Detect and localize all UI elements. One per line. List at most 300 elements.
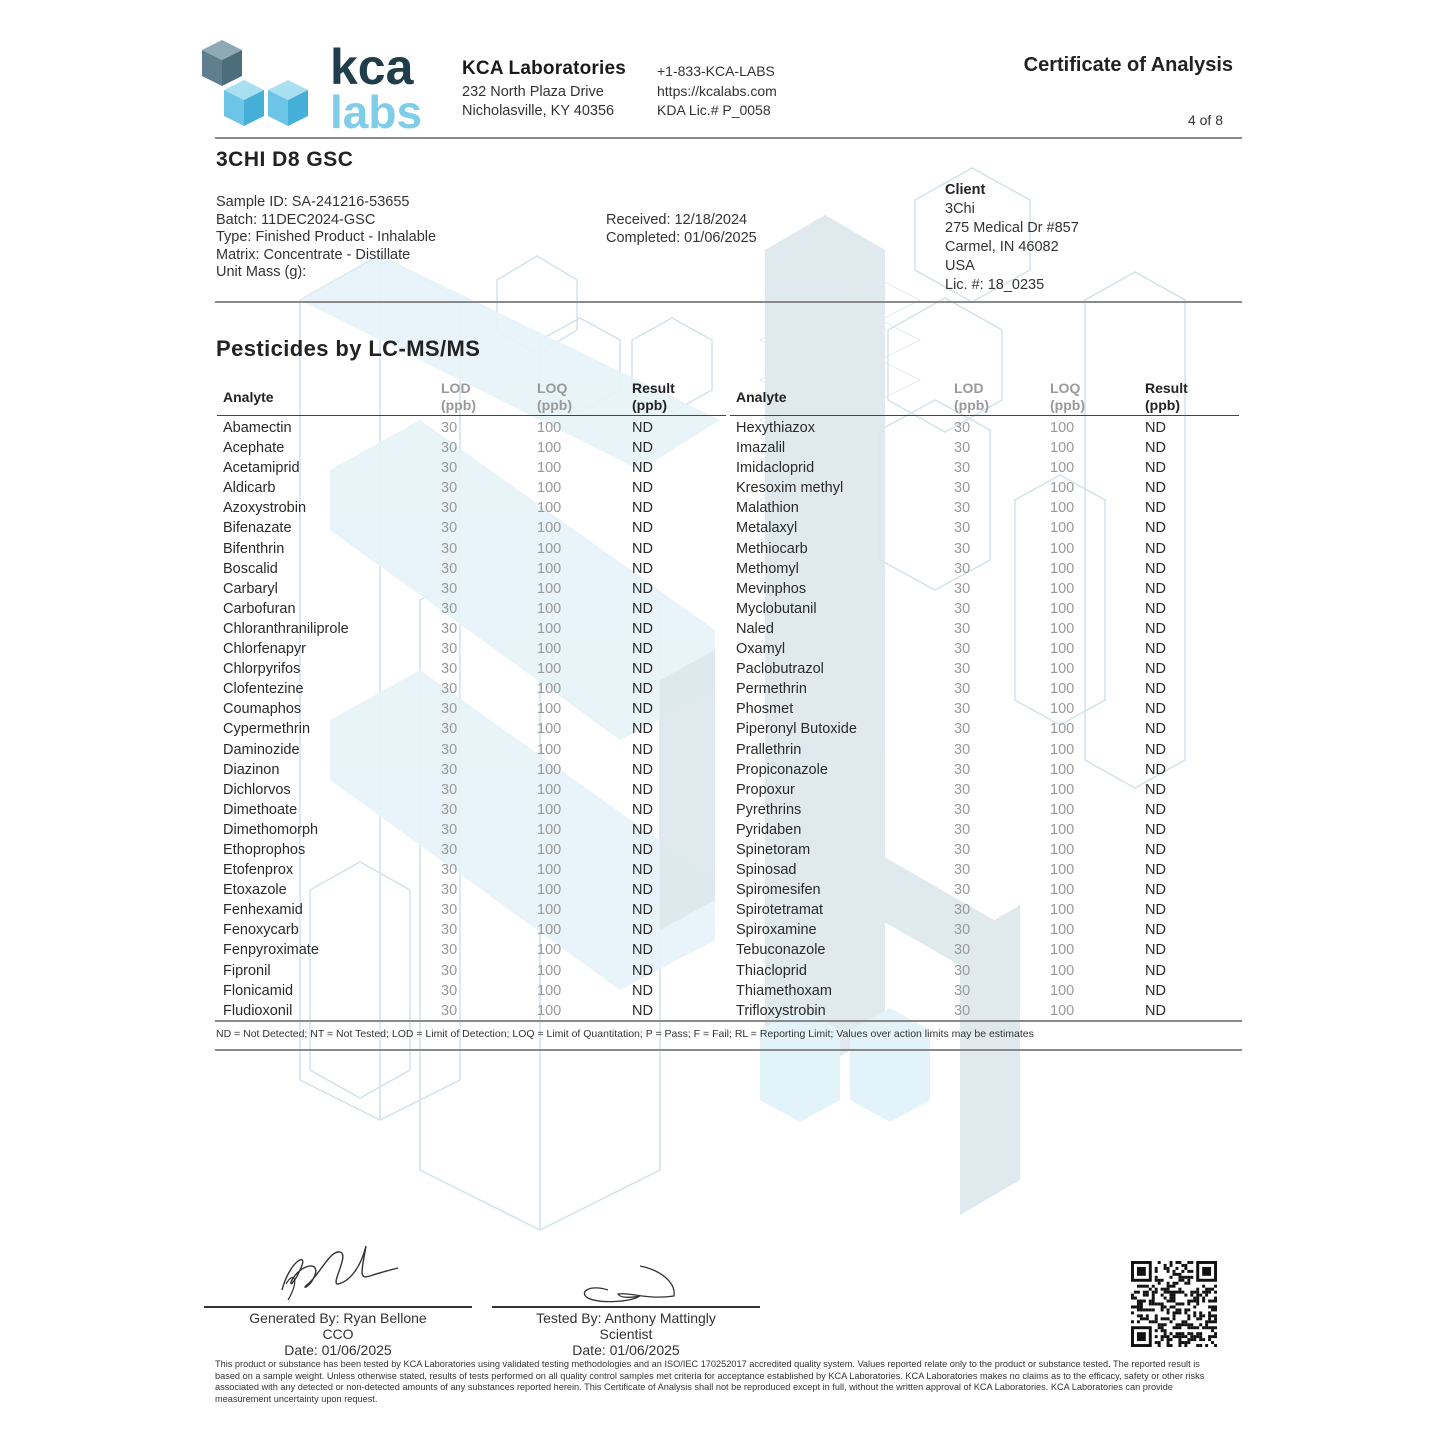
logo-cubes-icon <box>202 40 308 126</box>
loq-cell: 100 <box>537 862 562 879</box>
table-row <box>217 498 726 518</box>
loq-cell: 100 <box>537 761 562 778</box>
analyte-cell: Thiacloprid <box>736 962 807 979</box>
result-cell: ND <box>1145 761 1166 778</box>
lod-cell: 30 <box>441 520 458 537</box>
table-row <box>730 900 1239 920</box>
lod-cell: 30 <box>441 661 458 678</box>
result-cell: ND <box>632 440 653 457</box>
table-row <box>217 539 726 559</box>
table-row <box>730 599 1239 619</box>
lod-cell: 30 <box>954 882 971 899</box>
signature-line-tested <box>492 1306 760 1308</box>
lod-cell: 30 <box>954 862 971 879</box>
header-divider <box>215 137 1242 139</box>
signature-tested-by <box>492 1310 760 1358</box>
analyte-cell: Etoxazole <box>223 882 287 899</box>
loq-cell: 100 <box>537 420 562 436</box>
result-cell: ND <box>1145 902 1166 919</box>
table-row <box>730 579 1239 599</box>
table-row <box>730 679 1239 699</box>
result-cell: ND <box>632 580 653 597</box>
analyte-cell: Clofentezine <box>223 681 304 698</box>
lod-cell: 30 <box>441 841 458 858</box>
result-cell: ND <box>632 942 653 959</box>
lod-cell: 30 <box>441 781 458 798</box>
header-loq: LOQ (ppb) <box>1050 380 1085 413</box>
loq-cell: 100 <box>1050 420 1075 436</box>
table-row <box>730 780 1239 800</box>
loq-cell: 100 <box>1050 480 1075 497</box>
loq-cell: 100 <box>1050 620 1075 637</box>
lod-cell: 30 <box>441 560 458 577</box>
table-row <box>217 418 726 438</box>
loq-cell: 100 <box>537 520 562 537</box>
result-cell: ND <box>1145 1002 1166 1019</box>
analyte-cell: Diazinon <box>223 761 280 778</box>
loq-cell: 100 <box>537 841 562 858</box>
result-cell: ND <box>1145 460 1166 477</box>
analyte-cell: Spirotetramat <box>736 902 824 919</box>
lod-cell: 30 <box>954 600 971 617</box>
table-row <box>730 880 1239 900</box>
header-analyte: Analyte <box>736 389 787 405</box>
table-row <box>730 518 1239 538</box>
table-row <box>730 961 1239 981</box>
loq-cell: 100 <box>1050 1002 1075 1019</box>
analyte-cell: Fenpyroximate <box>223 942 319 959</box>
result-cell: ND <box>1145 600 1166 617</box>
result-cell: ND <box>632 1002 653 1019</box>
lod-cell: 30 <box>954 962 971 979</box>
signature-line-generated <box>204 1306 472 1308</box>
loq-cell: 100 <box>537 560 562 577</box>
table-row <box>730 719 1239 739</box>
result-cell: ND <box>632 641 653 658</box>
lod-cell: 30 <box>954 801 971 818</box>
table-row <box>217 880 726 900</box>
result-cell: ND <box>632 661 653 678</box>
table-row <box>217 659 726 679</box>
loq-cell: 100 <box>537 500 562 517</box>
lod-cell: 30 <box>441 420 458 436</box>
lod-cell: 30 <box>954 922 971 939</box>
result-cell: ND <box>1145 942 1166 959</box>
analyte-cell: Spiroxamine <box>736 922 817 939</box>
kca-labs-logo <box>200 38 440 134</box>
table-row <box>217 820 726 840</box>
lod-cell: 30 <box>954 480 971 497</box>
table-row <box>730 659 1239 679</box>
lod-cell: 30 <box>441 620 458 637</box>
result-cell: ND <box>1145 982 1166 999</box>
sample-batch: Batch: 11DEC2024-GSC <box>216 211 376 228</box>
generated-by-name: Generated By: Ryan Bellone <box>249 1310 427 1326</box>
analyte-cell: Trifloxystrobin <box>736 1002 826 1019</box>
analyte-cell: Piperonyl Butoxide <box>736 721 857 738</box>
lod-cell: 30 <box>954 560 971 577</box>
header-loq: LOQ (ppb) <box>537 380 572 413</box>
result-cell: ND <box>1145 580 1166 597</box>
lod-cell: 30 <box>954 661 971 678</box>
analyte-cell: Carbaryl <box>223 580 278 597</box>
table-row <box>730 860 1239 880</box>
result-cell: ND <box>1145 862 1166 879</box>
lod-cell: 30 <box>441 440 458 457</box>
analyte-cell: Azoxystrobin <box>223 500 307 517</box>
analyte-cell: Methiocarb <box>736 540 808 557</box>
page-number: 4 of 8 <box>1187 112 1223 128</box>
loq-cell: 100 <box>537 460 562 477</box>
lod-cell: 30 <box>441 460 458 477</box>
table-row <box>730 539 1239 559</box>
result-cell: ND <box>632 781 653 798</box>
sample-type: Type: Finished Product - Inhalable <box>216 229 437 245</box>
table-row <box>730 498 1239 518</box>
section-title: Pesticides by LC-MS/MS <box>216 336 481 361</box>
analyte-cell: Myclobutanil <box>736 600 817 617</box>
analyte-cell: Paclobutrazol <box>736 661 824 678</box>
lab-address-line2: Nicholasville, KY 40356 <box>462 103 615 119</box>
header-lod: LOD (ppb) <box>954 380 989 413</box>
loq-cell: 100 <box>537 721 562 738</box>
header-lod: LOD (ppb) <box>441 380 476 413</box>
analyte-cell: Dimethomorph <box>223 821 319 838</box>
loq-cell: 100 <box>1050 781 1075 798</box>
table-bottom-divider <box>215 1020 1242 1022</box>
table-row <box>730 699 1239 719</box>
loq-cell: 100 <box>537 440 562 457</box>
table-row <box>217 981 726 1001</box>
result-cell: ND <box>1145 540 1166 557</box>
loq-cell: 100 <box>1050 801 1075 818</box>
result-cell: ND <box>632 982 653 999</box>
result-cell: ND <box>632 620 653 637</box>
loq-cell: 100 <box>1050 821 1075 838</box>
analyte-cell: Pyrethrins <box>736 801 802 818</box>
loq-cell: 100 <box>1050 741 1075 758</box>
client-city: Carmel, IN 46082 <box>945 239 1059 255</box>
lab-website-link[interactable]: https://kcalabs.com <box>657 82 777 99</box>
lod-cell: 30 <box>441 600 458 617</box>
table-row <box>217 639 726 659</box>
lab-address-line1: 232 North Plaza Drive <box>462 84 604 100</box>
signature-anthony-mattingly <box>570 1262 680 1306</box>
client-street: 275 Medical Dr #857 <box>945 220 1079 236</box>
header-analyte: Analyte <box>223 389 274 405</box>
analyte-cell: Acephate <box>223 440 285 457</box>
analyte-cell: Metalaxyl <box>736 520 798 537</box>
loq-cell: 100 <box>1050 641 1075 658</box>
client-heading: Client <box>945 182 986 198</box>
loq-cell: 100 <box>1050 902 1075 919</box>
analyte-cell: Ethoprophos <box>223 841 306 858</box>
result-cell: ND <box>1145 420 1166 436</box>
lod-cell: 30 <box>441 641 458 658</box>
table-row <box>730 760 1239 780</box>
table-row <box>217 940 726 960</box>
analyte-cell: Naled <box>736 620 774 637</box>
result-cell: ND <box>632 882 653 899</box>
lod-cell: 30 <box>441 982 458 999</box>
lod-cell: 30 <box>954 1002 971 1019</box>
result-cell: ND <box>632 821 653 838</box>
table-row <box>217 478 726 498</box>
table-row <box>217 619 726 639</box>
result-cell: ND <box>1145 882 1166 899</box>
lod-cell: 30 <box>954 620 971 637</box>
loq-cell: 100 <box>537 821 562 838</box>
completed-date: Completed: 01/06/2025 <box>606 229 757 246</box>
analyte-cell: Fenoxycarb <box>223 922 299 939</box>
analyte-cell: Spinetoram <box>736 841 811 858</box>
analyte-cell: Propoxur <box>736 781 795 798</box>
footnote-divider <box>215 1049 1242 1051</box>
loq-cell: 100 <box>537 580 562 597</box>
analyte-cell: Imidacloprid <box>736 460 815 477</box>
analyte-cell: Oxamyl <box>736 641 786 658</box>
loq-cell: 100 <box>537 922 562 939</box>
qr-code-icon[interactable] <box>1131 1261 1217 1347</box>
table-row <box>730 478 1239 498</box>
result-cell: ND <box>632 681 653 698</box>
loq-cell: 100 <box>1050 600 1075 617</box>
table-row <box>730 1001 1239 1021</box>
lod-cell: 30 <box>954 540 971 557</box>
loq-cell: 100 <box>537 902 562 919</box>
result-cell: ND <box>632 862 653 879</box>
client-name: 3Chi <box>945 201 975 217</box>
table-row <box>730 619 1239 639</box>
table-row <box>730 438 1239 458</box>
tested-by-date: Date: 01/06/2025 <box>572 1342 680 1358</box>
signature-generated-by <box>204 1310 472 1358</box>
sample-dates <box>606 212 757 247</box>
table-row <box>217 800 726 820</box>
table-row <box>730 800 1239 820</box>
table-header <box>730 378 1239 416</box>
loq-cell: 100 <box>1050 962 1075 979</box>
analyte-cell: Daminozide <box>223 741 300 758</box>
analyte-cell: Chloranthraniliprole <box>223 620 349 637</box>
lod-cell: 30 <box>954 721 971 738</box>
result-cell: ND <box>1145 520 1166 537</box>
analyte-cell: Hexythiazox <box>736 420 815 436</box>
table-row <box>217 518 726 538</box>
lod-cell: 30 <box>441 580 458 597</box>
table-row <box>730 840 1239 860</box>
lod-cell: 30 <box>441 862 458 879</box>
lod-cell: 30 <box>441 962 458 979</box>
tested-by-name: Tested By: Anthony Mattingly <box>536 1310 716 1326</box>
lod-cell: 30 <box>954 420 971 436</box>
result-cell: ND <box>632 721 653 738</box>
loq-cell: 100 <box>537 781 562 798</box>
lod-cell: 30 <box>441 821 458 838</box>
lod-cell: 30 <box>954 781 971 798</box>
pesticides-table-right <box>730 378 1239 1021</box>
loq-cell: 100 <box>1050 560 1075 577</box>
table-row <box>217 840 726 860</box>
loq-cell: 100 <box>537 540 562 557</box>
result-cell: ND <box>1145 721 1166 738</box>
table-row <box>730 559 1239 579</box>
analyte-cell: Methomyl <box>736 560 799 577</box>
analyte-cell: Fludioxonil <box>223 1002 293 1019</box>
result-cell: ND <box>632 520 653 537</box>
loq-cell: 100 <box>1050 520 1075 537</box>
client-country: USA <box>945 258 975 274</box>
result-cell: ND <box>632 801 653 818</box>
analyte-cell: Bifenazate <box>223 520 292 537</box>
lod-cell: 30 <box>441 540 458 557</box>
loq-cell: 100 <box>537 741 562 758</box>
analyte-cell: Spiromesifen <box>736 882 821 899</box>
table-row <box>217 559 726 579</box>
loq-cell: 100 <box>1050 942 1075 959</box>
loq-cell: 100 <box>1050 661 1075 678</box>
table-row <box>730 920 1239 940</box>
analyte-cell: Kresoxim methyl <box>736 480 844 497</box>
product-name: 3CHI D8 GSC <box>216 148 354 171</box>
loq-cell: 100 <box>537 661 562 678</box>
lod-cell: 30 <box>954 982 971 999</box>
result-cell: ND <box>1145 781 1166 798</box>
lod-cell: 30 <box>441 701 458 718</box>
result-cell: ND <box>1145 701 1166 718</box>
table-row <box>730 639 1239 659</box>
result-cell: ND <box>632 560 653 577</box>
loq-cell: 100 <box>1050 500 1075 517</box>
generated-by-date: Date: 01/06/2025 <box>284 1342 392 1358</box>
table-row <box>730 981 1239 1001</box>
table-row <box>730 940 1239 960</box>
lod-cell: 30 <box>954 520 971 537</box>
sample-matrix: Matrix: Concentrate - Distillate <box>216 246 411 263</box>
loq-cell: 100 <box>537 681 562 698</box>
loq-cell: 100 <box>537 962 562 979</box>
loq-cell: 100 <box>1050 841 1075 858</box>
table-row <box>730 740 1239 760</box>
result-cell: ND <box>632 460 653 477</box>
client-info <box>945 181 1079 295</box>
lod-cell: 30 <box>954 641 971 658</box>
result-cell: ND <box>632 922 653 939</box>
analyte-cell: Permethrin <box>736 681 807 698</box>
analyte-cell: Dimethoate <box>223 801 298 818</box>
result-cell: ND <box>632 701 653 718</box>
loq-cell: 100 <box>1050 862 1075 879</box>
analyte-cell: Propiconazole <box>736 761 828 778</box>
logo-text-labs: labs <box>330 86 423 134</box>
loq-cell: 100 <box>537 1002 562 1019</box>
loq-cell: 100 <box>1050 721 1075 738</box>
analyte-cell: Acetamiprid <box>223 460 300 477</box>
lod-cell: 30 <box>954 681 971 698</box>
table-row <box>217 961 726 981</box>
result-cell: ND <box>1145 641 1166 658</box>
loq-cell: 100 <box>537 641 562 658</box>
result-cell: ND <box>632 902 653 919</box>
table-row <box>217 699 726 719</box>
lod-cell: 30 <box>441 1002 458 1019</box>
table-row <box>217 599 726 619</box>
loq-cell: 100 <box>537 701 562 718</box>
signature-ryan-bellone <box>270 1240 410 1306</box>
footnote: ND = Not Detected; NT = Not Tested; LOD = Limit of Detection; LOQ = Limit of Quantitation; P = Pass; F = Fail; RL = Reporting Limit; Values over action limits may be estimates <box>216 1028 1034 1040</box>
result-cell: ND <box>632 420 653 436</box>
lab-phone: +1-833-KCA-LABS <box>657 63 775 79</box>
lod-cell: 30 <box>441 480 458 497</box>
analyte-cell: Tebuconazole <box>736 942 826 959</box>
lod-cell: 30 <box>954 821 971 838</box>
table-row <box>217 740 726 760</box>
analyte-cell: Coumaphos <box>223 701 302 718</box>
lod-cell: 30 <box>441 902 458 919</box>
loq-cell: 100 <box>537 480 562 497</box>
analyte-cell: Dichlorvos <box>223 781 291 798</box>
result-cell: ND <box>632 741 653 758</box>
sample-id: Sample ID: SA-241216-53655 <box>216 194 410 210</box>
result-cell: ND <box>1145 440 1166 457</box>
result-cell: ND <box>1145 560 1166 577</box>
loq-cell: 100 <box>1050 580 1075 597</box>
table-row <box>217 458 726 478</box>
loq-cell: 100 <box>537 620 562 637</box>
tested-by-title: Scientist <box>599 1326 653 1342</box>
table-row <box>217 900 726 920</box>
table-row <box>217 860 726 880</box>
result-cell: ND <box>1145 962 1166 979</box>
table-row <box>217 1001 726 1021</box>
analyte-cell: Thiamethoxam <box>736 982 832 999</box>
sample-info <box>216 194 436 282</box>
loq-cell: 100 <box>537 982 562 999</box>
pesticides-table-left <box>217 378 726 1021</box>
result-cell: ND <box>1145 741 1166 758</box>
result-cell: ND <box>1145 801 1166 818</box>
result-cell: ND <box>632 841 653 858</box>
table-row <box>730 458 1239 478</box>
lod-cell: 30 <box>954 741 971 758</box>
result-cell: ND <box>1145 821 1166 838</box>
analyte-cell: Prallethrin <box>736 741 802 758</box>
table-row <box>730 820 1239 840</box>
lod-cell: 30 <box>954 701 971 718</box>
lod-cell: 30 <box>441 500 458 517</box>
lod-cell: 30 <box>954 580 971 597</box>
result-cell: ND <box>632 962 653 979</box>
loq-cell: 100 <box>537 882 562 899</box>
loq-cell: 100 <box>537 801 562 818</box>
lod-cell: 30 <box>441 922 458 939</box>
result-cell: ND <box>1145 681 1166 698</box>
result-cell: ND <box>632 761 653 778</box>
analyte-cell: Cypermethrin <box>223 721 311 738</box>
analyte-cell: Phosmet <box>736 701 794 718</box>
client-license: Lic. #: 18_0235 <box>945 277 1045 293</box>
lod-cell: 30 <box>441 681 458 698</box>
analyte-cell: Flonicamid <box>223 982 294 999</box>
received-date: Received: 12/18/2024 <box>606 212 748 228</box>
analyte-cell: Pyridaben <box>736 821 802 838</box>
analyte-cell: Fipronil <box>223 962 271 979</box>
result-cell: ND <box>1145 620 1166 637</box>
logo-text-kca: kca <box>330 39 414 95</box>
loq-cell: 100 <box>1050 701 1075 718</box>
sample-unit-mass: Unit Mass (g): <box>216 264 307 280</box>
analyte-cell: Abamectin <box>223 420 292 436</box>
